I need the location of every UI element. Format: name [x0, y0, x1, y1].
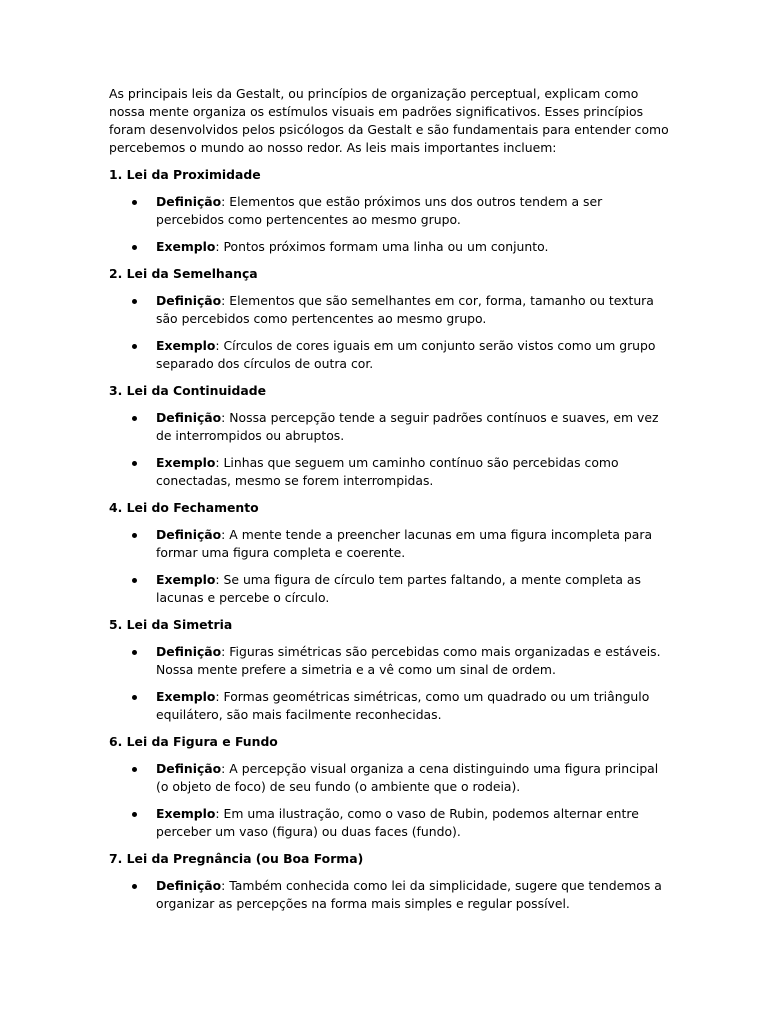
bullet-icon — [132, 767, 137, 772]
law-section — [109, 499, 669, 607]
law-heading: 2. Lei da Semelhança — [109, 266, 258, 281]
list-item — [109, 877, 669, 913]
item-term: Exemplo — [156, 689, 216, 704]
item-term: Exemplo — [156, 338, 216, 353]
bullet-icon — [132, 884, 137, 889]
law-heading: 1. Lei da Proximidade — [109, 167, 261, 182]
item-text: : Em uma ilustração, como o vaso de Rubin, podemos alternar entre perceber um vaso (figura) ou duas faces (fundo). — [156, 806, 639, 839]
item-text: : Elementos que estão próximos uns dos outros tendem a ser percebidos como pertencentes ao mesmo grupo. — [156, 194, 603, 227]
item-term: Exemplo — [156, 572, 216, 587]
list-item — [109, 805, 669, 841]
bullet-icon — [132, 416, 137, 421]
item-term: Definição — [156, 410, 222, 425]
law-bullet-list — [109, 877, 669, 913]
bullet-icon — [132, 245, 137, 250]
item-term: Definição — [156, 644, 222, 659]
bullet-icon — [132, 461, 137, 466]
item-text: : Figuras simétricas são percebidas como mais organizadas e estáveis. Nossa mente prefere a simetria e a vê como um sinal de ordem. — [156, 644, 661, 677]
law-heading: 4. Lei do Fechamento — [109, 500, 259, 515]
item-term: Definição — [156, 878, 222, 893]
law-heading: 7. Lei da Pregnância (ou Boa Forma) — [109, 851, 364, 866]
list-item — [109, 193, 669, 229]
law-section — [109, 166, 669, 256]
law-bullet-list — [109, 409, 669, 490]
document-page — [109, 85, 669, 922]
item-text: : Formas geométricas simétricas, como um quadrado ou um triângulo equilátero, são mais facilmente reconhecidas. — [156, 689, 650, 722]
bullet-icon — [132, 299, 137, 304]
item-text: : A mente tende a preencher lacunas em uma figura incompleta para formar uma figura completa e coerente. — [156, 527, 653, 560]
list-item — [109, 571, 669, 607]
list-item — [109, 643, 669, 679]
law-section — [109, 733, 669, 841]
item-text: : Nossa percepção tende a seguir padrões contínuos e suaves, em vez de interrompidos ou abruptos. — [156, 410, 659, 443]
bullet-icon — [132, 650, 137, 655]
item-term: Exemplo — [156, 239, 216, 254]
bullet-icon — [132, 533, 137, 538]
list-item — [109, 526, 669, 562]
law-section — [109, 382, 669, 490]
list-item — [109, 409, 669, 445]
law-section — [109, 850, 669, 913]
item-text: : Linhas que seguem um caminho contínuo são percebidas como conectadas, mesmo se forem interrompidas. — [156, 455, 619, 488]
law-bullet-list — [109, 193, 669, 256]
item-text: : Círculos de cores iguais em um conjunto serão vistos como um grupo separado dos círculos de outra cor. — [156, 338, 656, 371]
law-bullet-list — [109, 526, 669, 607]
list-item — [109, 688, 669, 724]
item-term: Definição — [156, 194, 222, 209]
law-heading: 6. Lei da Figura e Fundo — [109, 734, 278, 749]
law-bullet-list — [109, 760, 669, 841]
law-section — [109, 265, 669, 373]
bullet-icon — [132, 200, 137, 205]
bullet-icon — [132, 695, 137, 700]
list-item — [109, 337, 669, 373]
list-item — [109, 292, 669, 328]
bullet-icon — [132, 812, 137, 817]
item-term: Definição — [156, 761, 222, 776]
item-term: Definição — [156, 527, 222, 542]
law-heading: 3. Lei da Continuidade — [109, 383, 267, 398]
law-section — [109, 616, 669, 724]
item-text: : A percepção visual organiza a cena distinguindo uma figura principal (o objeto de foco) de seu fundo (o ambiente que o rodeia). — [156, 761, 659, 794]
list-item — [109, 454, 669, 490]
item-text: : Pontos próximos formam uma linha ou um conjunto. — [215, 239, 549, 254]
intro-paragraph: As principais leis da Gestalt, ou princípios de organização perceptual, explicam como nossa mente organiza os estímulos visuais em padrões significativos. Esses princípios foram desenvolvidos pelos psicólogos da Gestalt e são fundamentais para entender como percebemos o mundo ao nosso redor. As leis mais importantes incluem: — [109, 86, 669, 155]
bullet-icon — [132, 344, 137, 349]
list-item — [109, 760, 669, 796]
bullet-icon — [132, 578, 137, 583]
item-term: Exemplo — [156, 455, 216, 470]
law-bullet-list — [109, 643, 669, 724]
item-text: : Também conhecida como lei da simplicidade, sugere que tendemos a organizar as percepções na forma mais simples e regular possível. — [156, 878, 662, 911]
law-bullet-list — [109, 292, 669, 373]
list-item — [109, 238, 669, 256]
item-term: Exemplo — [156, 806, 216, 821]
law-heading: 5. Lei da Simetria — [109, 617, 233, 632]
laws-container — [109, 166, 669, 913]
item-term: Definição — [156, 293, 222, 308]
item-text: : Elementos que são semelhantes em cor, forma, tamanho ou textura são percebidos como pertencentes ao mesmo grupo. — [156, 293, 654, 326]
item-text: : Se uma figura de círculo tem partes faltando, a mente completa as lacunas e percebe o círculo. — [156, 572, 641, 605]
